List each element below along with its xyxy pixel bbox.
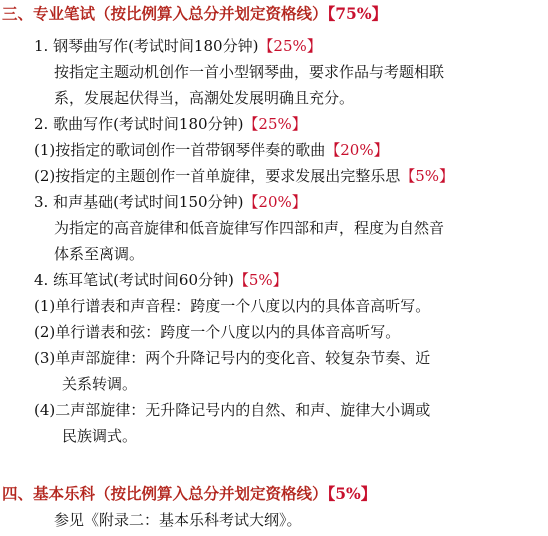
- item-4-sub-2: (2)单行谱表和弦：跨度一个八度以内的具体音高听写。: [34, 323, 401, 341]
- weight-tag: 【5%】: [400, 167, 455, 185]
- item-4-sub-3-cont: 关系转调。: [62, 375, 138, 393]
- section-3-weight: 【75%】: [327, 4, 388, 23]
- weight-tag: 【20%】: [243, 193, 307, 211]
- section-3-heading: [2, 4, 387, 24]
- item-2-sub-2: (2)按指定的主题创作一首单旋律，要求发展出完整乐思【5%】: [34, 167, 455, 185]
- item-1-heading: 1. 钢琴曲写作(考试时间180分钟)【25%】: [34, 37, 322, 55]
- item-2-heading: 2. 歌曲写作(考试时间180分钟)【25%】: [34, 115, 307, 133]
- weight-tag: 【25%】: [243, 115, 307, 133]
- item-2-sub-1: (1)按指定的歌词创作一首带钢琴伴奏的歌曲【20%】: [34, 141, 389, 159]
- weight-tag: 【25%】: [258, 37, 322, 55]
- item-3-body-line-2: 体系至离调。: [54, 245, 145, 263]
- item-1-body-line-2: 系，发展起伏得当，高潮处发展明确且充分。: [54, 89, 355, 107]
- item-4-sub-4-cont: 民族调式。: [62, 427, 138, 445]
- section-4-heading: [2, 484, 376, 504]
- item-4-sub-3: (3)单声部旋律：两个升降记号内的变化音、较复杂节奏、近: [34, 349, 431, 367]
- item-4-heading: 4. 练耳笔试(考试时间60分钟)【5%】: [34, 271, 288, 289]
- weight-tag: 【20%】: [325, 141, 389, 159]
- item-1-body-line-1: 按指定主题动机创作一首小型钢琴曲，要求作品与考题相联: [54, 63, 445, 81]
- section-4-body: 参见《附录二：基本乐科考试大纲》。: [54, 511, 302, 529]
- item-4-sub-4: (4)二声部旋律：无升降记号内的自然、和声、旋律大小调或: [34, 401, 431, 419]
- item-4-sub-1: (1)单行谱表和声音程：跨度一个八度以内的具体音高听写。: [34, 297, 431, 315]
- section-4-weight: 【5%】: [327, 484, 377, 503]
- section-4-title: 四、基本乐科（按比例算入总分并划定资格线）: [2, 484, 328, 503]
- item-3-heading: 3. 和声基础(考试时间150分钟)【20%】: [34, 193, 307, 211]
- section-3-title: 三、专业笔试（按比例算入总分并划定资格线）: [2, 4, 328, 23]
- item-3-body-line-1: 为指定的高音旋律和低音旋律写作四部和声，程度为自然音: [54, 219, 445, 237]
- weight-tag: 【5%】: [233, 271, 288, 289]
